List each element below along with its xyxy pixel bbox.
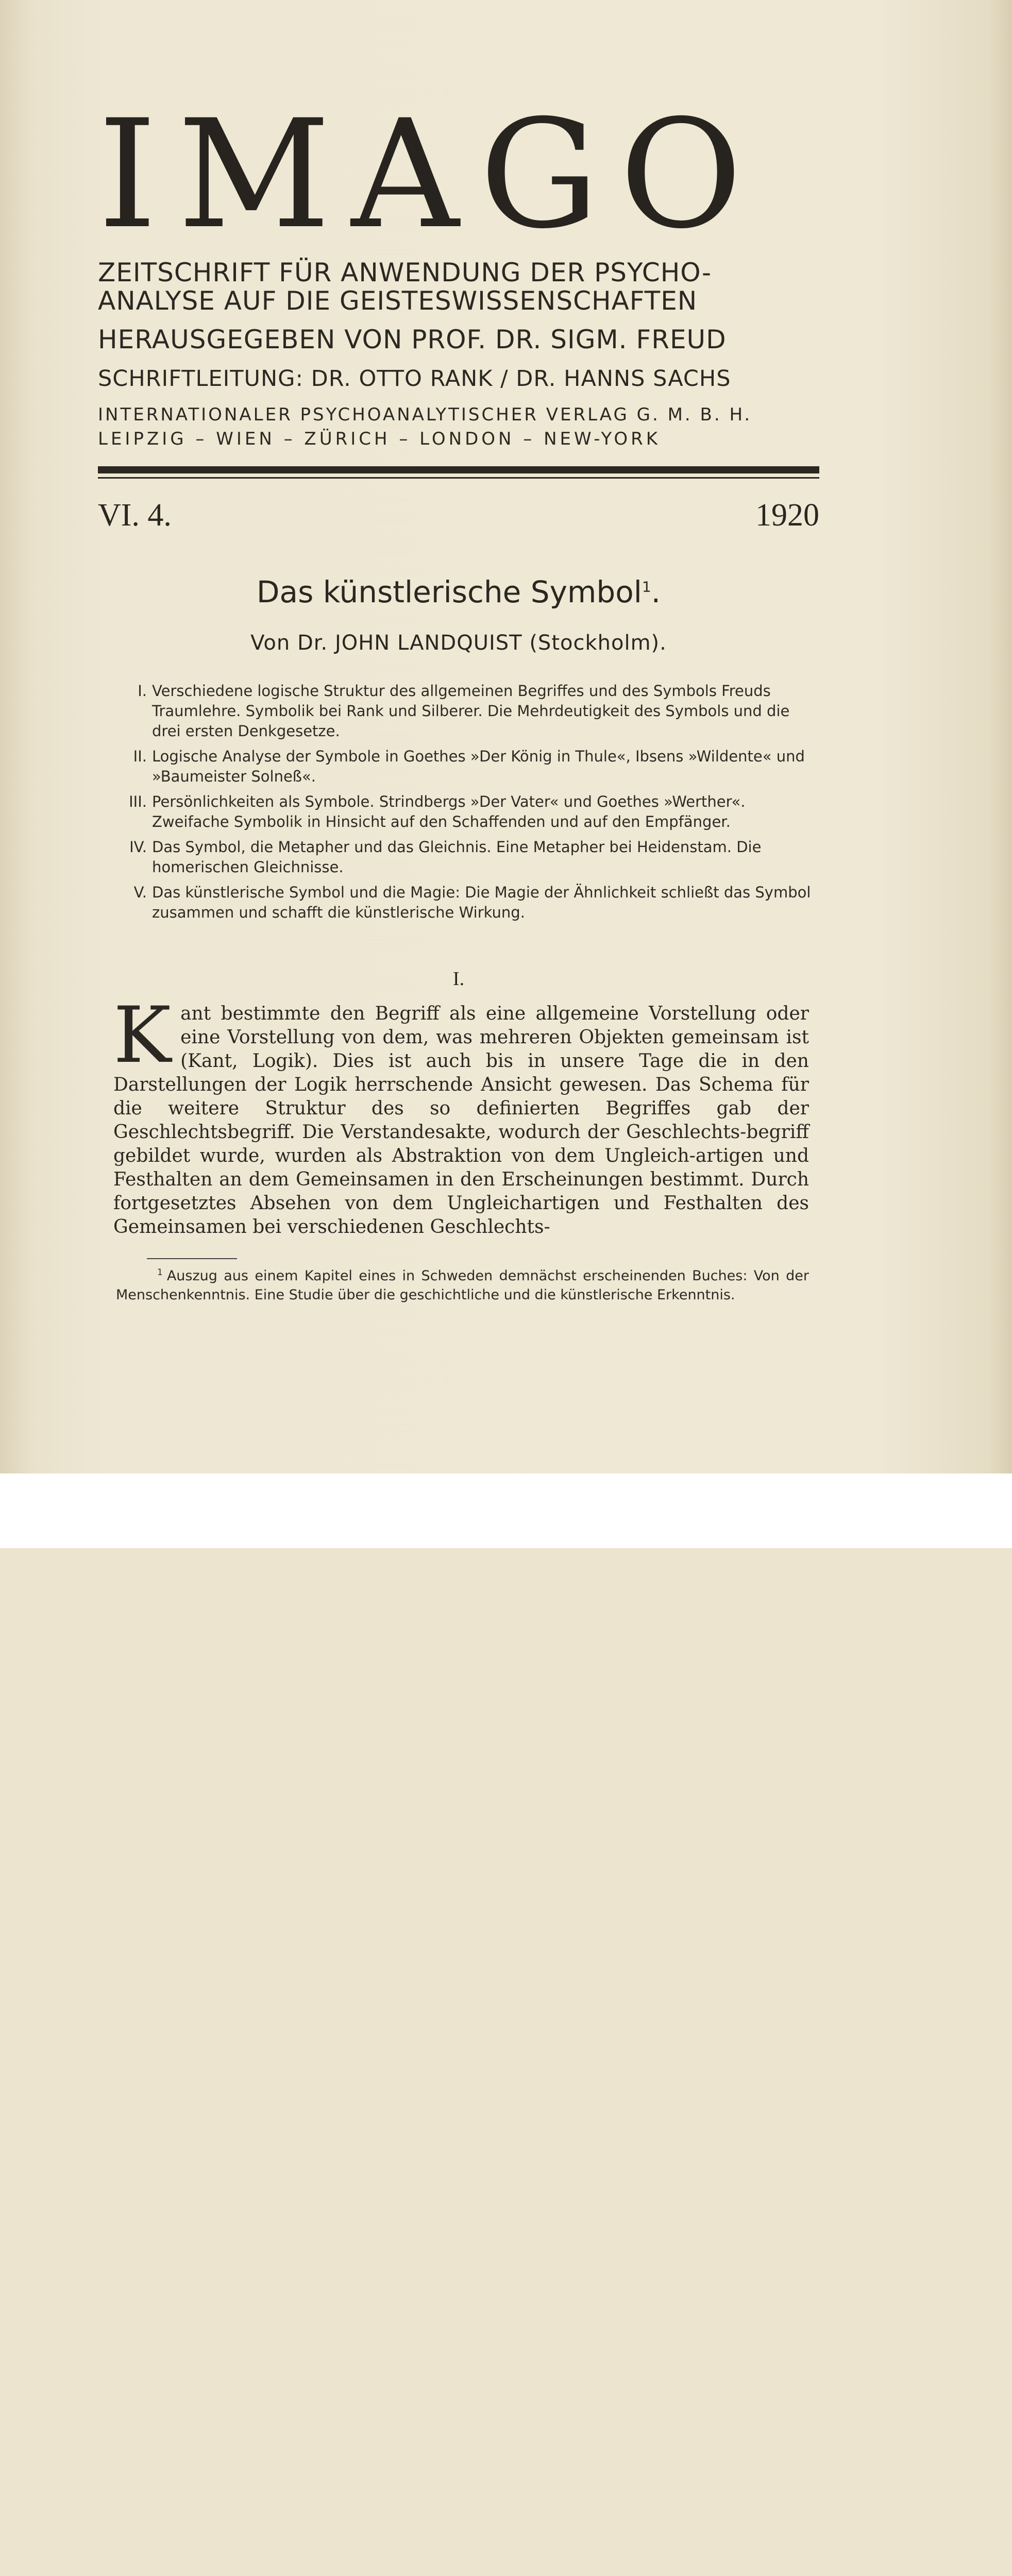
journal-title: IMAGO xyxy=(98,88,763,262)
article-body xyxy=(113,991,809,1239)
toc-num: IV. xyxy=(129,838,147,856)
toc-item xyxy=(103,837,819,877)
year: 1920 xyxy=(755,498,819,533)
footnote-number: 1 xyxy=(157,1267,163,1278)
table-of-contents xyxy=(103,681,819,928)
article-byline: Von Dr. JOHN LANDQUIST (Stockholm). xyxy=(250,631,667,655)
footnote-rule xyxy=(147,1258,237,1259)
toc-item xyxy=(103,747,819,787)
drop-cap: K xyxy=(113,991,172,1080)
toc-text: Das Symbol, die Metapher und das Gleichnis. Eine Metapher bei Heidenstam. Die homerischen Gleichnisse. xyxy=(152,838,762,876)
subtitle-line-1: ZEITSCHRIFT FÜR ANWENDUNG DER PSYCHO- xyxy=(98,258,712,287)
toc-num: V. xyxy=(133,884,147,901)
article-title xyxy=(98,574,819,609)
toc-text: Das künstlerische Symbol und die Magie: Die Magie der Ähnlichkeit schließt das Symbol zusammen und schafft die künstlerische Wirkung. xyxy=(152,884,811,921)
cities-line: LEIPZIG – WIEN – ZÜRICH – LONDON – NEW-YORK xyxy=(98,429,661,449)
toc-num: III. xyxy=(129,793,147,810)
editor-line: HERAUSGEGEBEN VON PROF. DR. SIGM. FREUD xyxy=(98,325,727,354)
toc-text: Persönlichkeiten als Symbole. Strindbergs »Der Vater« und Goethes »Werther«. Zweifache Symbolik in Hinsicht auf den Schaffenden und auf den Empfänger. xyxy=(152,793,746,831)
viewer-footer xyxy=(0,1473,1012,1548)
footnote xyxy=(116,1263,809,1304)
toc-num: II. xyxy=(133,748,147,765)
toc-item xyxy=(103,681,819,741)
footnote-text: Auszug aus einem Kapitel eines in Schweden demnächst erscheinenden Buches: Von der Menschenkenntnis. Eine Studie über die geschichtliche und die künstlerische Erkenntnis. xyxy=(116,1268,809,1303)
toc-text: Verschiedene logische Struktur des allgemeinen Begriffes und des Symbols Freuds Traumlehre. Symbolik bei Rank und Silberer. Die Mehrdeutigkeit des Symbols und die drei ersten Denkgesetze. xyxy=(152,682,790,740)
toc-num: I. xyxy=(138,682,147,700)
footnote-marker: 1 xyxy=(642,578,651,596)
toc-item xyxy=(103,883,819,923)
subtitle-line-2: ANALYSE AUF DIE GEISTESWISSENSCHAFTEN xyxy=(98,286,698,316)
section-heading: I. xyxy=(452,968,465,990)
body-text: ant bestimmte den Begriff als eine allgemeine Vorstellung oder eine Vorstellung von dem, was mehreren Objekten gemeinsam ist (Kant, Logik). Dies ist auch bis in unsere Tage die in den Darstellungen der Logik herrschende Ansicht gewesen. Das Schema für die weitere Struktur des so definierten Begriffes gab der Geschlechtsbegriff. Die Verstandesakte, wodurch der Geschlechts-begriff gebildet wurde, wurden als Abstraktion von dem Ungleich-artigen und Festhalten an dem Gemeinsamen in den Erscheinungen bestimmt. Durch fortgesetztes Absehen von dem Ungleichartigen und Festhalten des Gemeinsamen bei verschiedenen Geschlechts- xyxy=(113,1003,809,1238)
volume-number: VI. 4. xyxy=(98,498,172,533)
masthead-rule-thin xyxy=(98,477,819,479)
editorial-line: SCHRIFTLEITUNG: DR. OTTO RANK / DR. HANNS SACHS xyxy=(98,366,731,392)
toc-text: Logische Analyse der Symbole in Goethes »Der König in Thule«, Ibsens »Wildente« und »Baumeister Solneß«. xyxy=(152,748,805,785)
article-title-period: . xyxy=(651,574,661,609)
article-title-text: Das künstlerische Symbol xyxy=(256,574,642,609)
toc-item xyxy=(103,792,819,832)
publisher-line: INTERNATIONALER PSYCHOANALYTISCHER VERLAG G. M. B. H. xyxy=(98,404,752,425)
masthead-rule-thick xyxy=(98,466,819,473)
